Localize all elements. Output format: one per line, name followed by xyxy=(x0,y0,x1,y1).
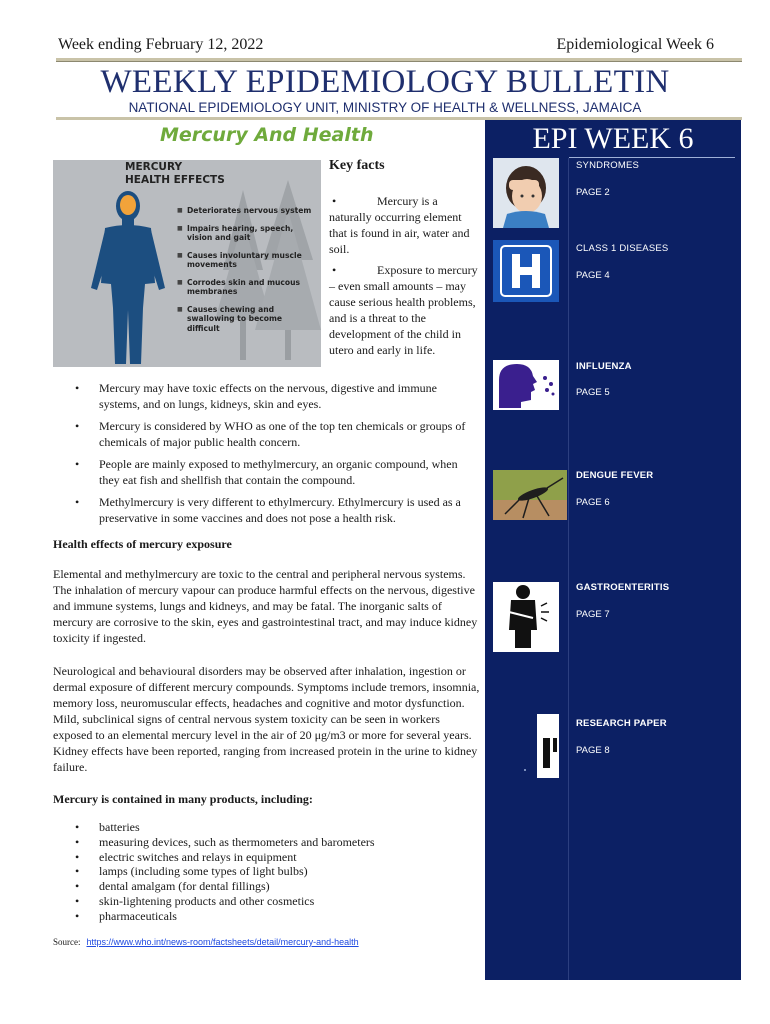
epi-week-sidebar xyxy=(485,120,741,980)
sidebar-item-dengue-fever[interactable]: DENGUE FEVER xyxy=(576,470,654,481)
source-label: Source: xyxy=(53,937,81,947)
sidebar-column-divider xyxy=(568,158,569,980)
effect-item: ■ Impairs hearing, speech, vision and gait xyxy=(177,224,312,243)
product-item: • skin-lightening products and other cosmetics xyxy=(60,894,375,909)
week-ending-text: Week ending February 12, 2022 xyxy=(58,36,264,53)
paragraph-toxicity: Elemental and methylmercury are toxic to the central and peripheral nervous systems. The inhalation of mercury vapour can produce harmful effects on the nervous, digestive and immune systems, lungs and kidneys, and may be fatal. The inorganic salts of mercury are corrosive to the skin, eyes and gastrointestinal tract, and may induce kidney toxicity if ingested. xyxy=(53,567,478,645)
effects-list xyxy=(177,206,312,341)
source-link[interactable]: https://www.who.int/news-room/factsheets/detail/mercury-and-health xyxy=(86,937,359,947)
product-item: • dental amalgam (for dental fillings) xyxy=(60,879,375,894)
sidebar-page-syndromes[interactable]: PAGE 2 xyxy=(576,187,610,198)
product-item: • measuring devices, such as thermometers and barometers xyxy=(60,835,375,850)
sidebar-divider xyxy=(569,157,735,158)
bullet-item: • Mercury may have toxic effects on the nervous, digestive and immune systems, and on lungs, kidneys, skin and eyes. xyxy=(60,380,480,412)
sidebar-item-syndromes[interactable]: SYNDROMES xyxy=(576,160,640,171)
stomach-ache-icon xyxy=(493,582,559,652)
key-fact-item: • Exposure to mercury – even small amounts – may cause serious health problems, and is a threat to the development of the child in utero and early in life. xyxy=(329,263,478,357)
sidebar-item-class1-diseases[interactable]: CLASS 1 DISEASES xyxy=(576,243,669,254)
sneeze-icon xyxy=(493,360,559,410)
sidebar-item-research-paper[interactable]: RESEARCH PAPER xyxy=(576,718,667,729)
article-title: Mercury And Health xyxy=(160,124,374,146)
effect-item: ■ Causes involuntary muscle movements xyxy=(177,251,312,270)
bullet-item: • Mercury is considered by WHO as one of the top ten chemicals or groups of chemicals of major public health concern. xyxy=(60,418,480,450)
key-facts-bullets xyxy=(60,380,480,526)
products-list xyxy=(60,820,375,924)
header-divider xyxy=(56,58,742,62)
key-fact-item: • Mercury is a naturally occurring element that is found in air, water and soil. xyxy=(329,194,470,256)
epi-week-text: Epidemiological Week 6 xyxy=(556,36,714,53)
sidebar-page-class1-diseases[interactable]: PAGE 4 xyxy=(576,270,610,281)
key-facts-heading: Key facts xyxy=(329,158,385,173)
sidebar-item-gastroenteritis[interactable]: GASTROENTERITIS xyxy=(576,582,670,593)
paragraph-neurological: Neurological and behavioural disorders may be observed after inhalation, ingestion or dermal exposure of different mercury compounds. Symptoms include tremors, insomnia, memory loss, neuromuscular effects, headaches and cognitive and motor dysfunction. Mild, subclinical signs of central nervous system toxicity can be seen in workers exposed to an elemental mercury level in the air of 20 μg/m3 or more for several years. Kidney effects have been reported, ranging from increased protein in the urine to kidney failure. xyxy=(53,664,480,774)
document-icon xyxy=(493,714,559,780)
mosquito-icon xyxy=(493,470,567,520)
mercury-infographic xyxy=(53,160,321,367)
product-item: • pharmaceuticals xyxy=(60,909,375,924)
page-header xyxy=(58,36,714,58)
source-citation xyxy=(53,937,359,947)
human-body-icon xyxy=(83,188,173,366)
sidebar-heading: EPI WEEK 6 xyxy=(532,122,694,155)
product-item: • lamps (including some types of light bulbs) xyxy=(60,864,375,879)
effect-item: ■ Deteriorates nervous system xyxy=(177,206,312,216)
sidebar-page-dengue-fever[interactable]: PAGE 6 xyxy=(576,497,610,508)
sidebar-page-research-paper[interactable]: PAGE 8 xyxy=(576,745,610,756)
hospital-icon xyxy=(493,240,559,302)
infographic-title: MERCURY HEALTH EFFECTS xyxy=(125,161,225,186)
product-item: • batteries xyxy=(60,820,375,835)
sick-child-icon xyxy=(493,158,559,228)
bullet-item: • Methylmercury is very different to ethylmercury. Ethylmercury is used as a preservative in some vaccines and does not pose a health risk. xyxy=(60,494,480,526)
health-effects-heading: Health effects of mercury exposure xyxy=(53,537,232,551)
sidebar-page-gastroenteritis[interactable]: PAGE 7 xyxy=(576,609,610,620)
products-heading: Mercury is contained in many products, including: xyxy=(53,792,313,806)
effect-item: ■ Corrodes skin and mucous membranes xyxy=(177,278,312,297)
sidebar-page-influenza[interactable]: PAGE 5 xyxy=(576,387,610,398)
bullet-item: • People are mainly exposed to methylmercury, an organic compound, when they eat fish and shellfish that contain the compound. xyxy=(60,456,480,488)
effect-item: ■ Causes chewing and swallowing to become difficult xyxy=(177,305,312,334)
sidebar-item-influenza[interactable]: INFLUENZA xyxy=(576,361,632,372)
product-item: • electric switches and relays in equipment xyxy=(60,850,375,865)
bulletin-title: WEEKLY EPIDEMIOLOGY BULLETIN xyxy=(100,64,670,100)
bulletin-subtitle: NATIONAL EPIDEMIOLOGY UNIT, MINISTRY OF HEALTH & WELLNESS, JAMAICA xyxy=(128,100,642,115)
